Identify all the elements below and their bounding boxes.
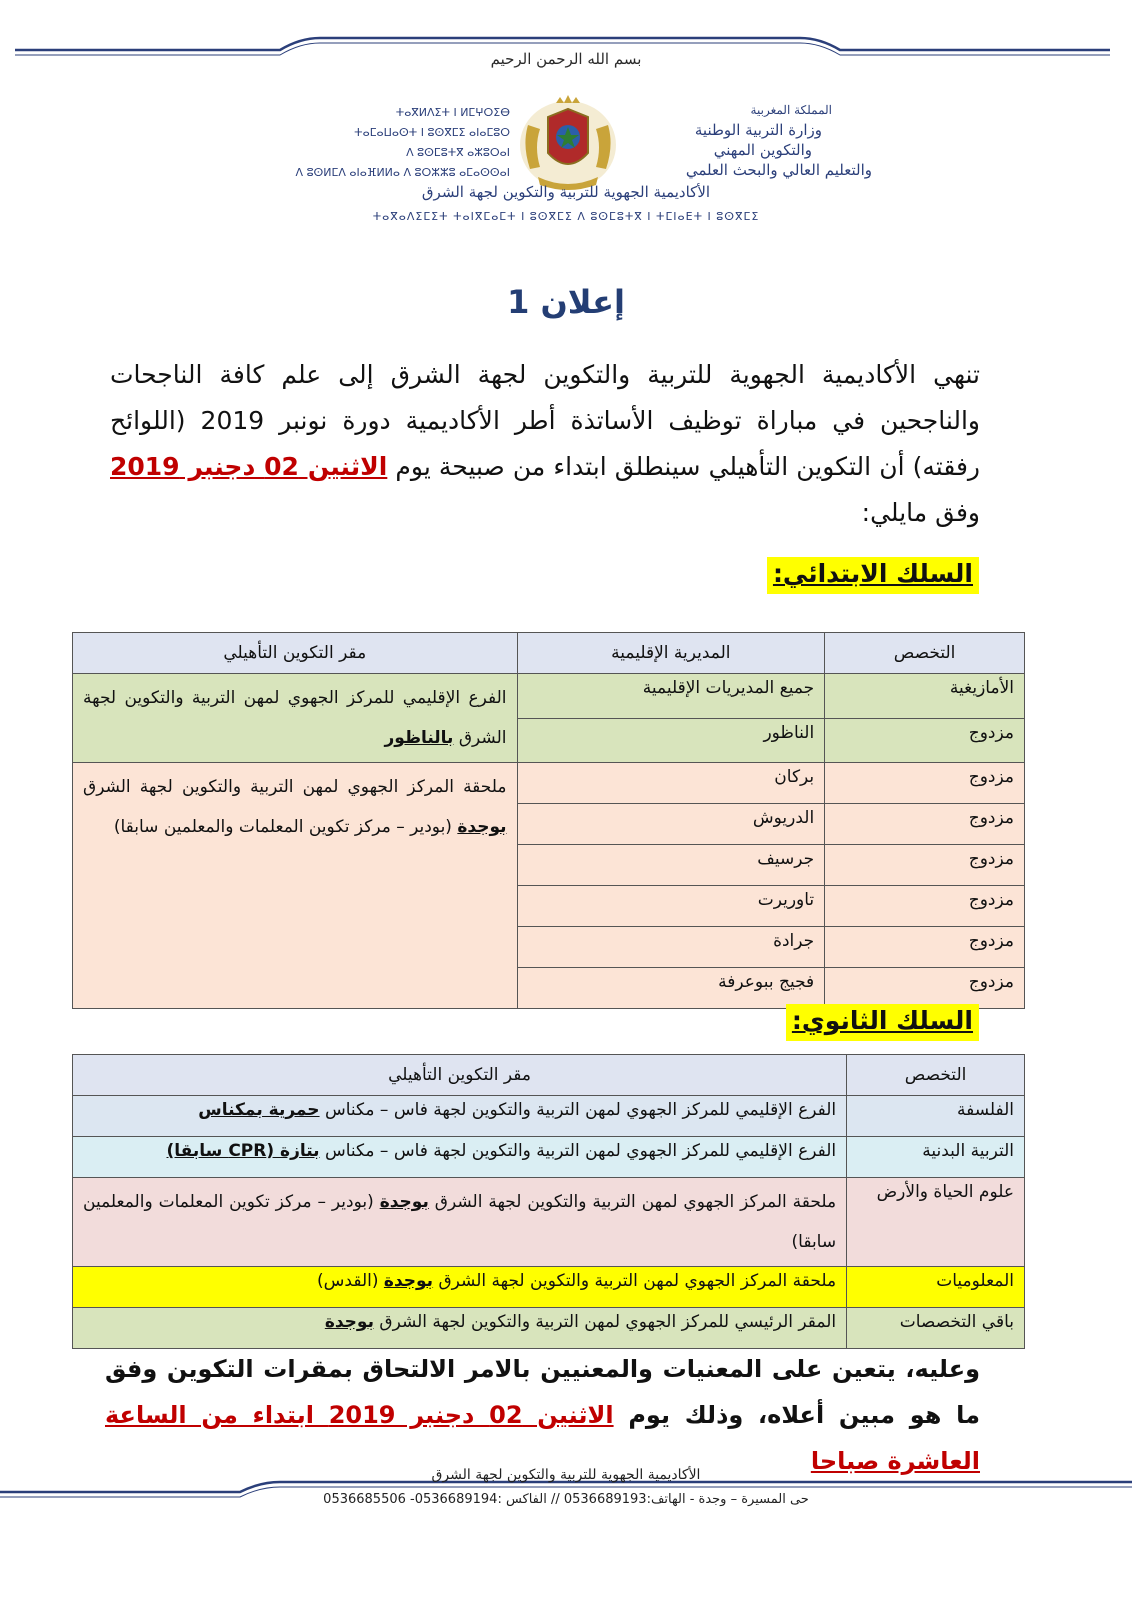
ministry-line: وزارة التربية الوطنية <box>694 121 822 139</box>
secondary-section-label: السلك الثانوي: <box>786 1004 979 1041</box>
site-text: ملحقة المركز الجهوي لمهن التربية والتكوين لجهة الشرق <box>428 1192 837 1212</box>
training-site-cell <box>73 763 518 1009</box>
directorate-cell: بركان <box>517 763 825 804</box>
specialty-cell: مزدوج <box>825 718 1025 763</box>
closing-date-highlight: الاثنين 02 دجنبر 2019 ابتداء من الساعة العاشرة صباحا <box>105 1401 980 1475</box>
table-header-row <box>73 1055 1025 1096</box>
site-city: بوجدة <box>383 1271 434 1291</box>
site-city: بوجدة <box>379 1192 429 1212</box>
secondary-table <box>72 1054 1025 1349</box>
ministry-name-arabic <box>642 100 872 180</box>
directorate-cell: جميع المديريات الإقليمية <box>517 674 825 719</box>
training-site-cell <box>73 1137 847 1178</box>
training-site-cell <box>73 1178 847 1267</box>
primary-table <box>72 632 1025 1009</box>
academy-name-arabic: الأكاديمية الجهوية للتربية والتكوين لجهة الشرق <box>421 183 711 201</box>
basmala: بسم الله الرحمن الرحيم <box>490 50 642 68</box>
ministry-tf-line: ⵜⴰⵎⴰⵡⴰⵙⵜ ⵏ ⵓⵙⴳⵎⵉ ⴰⵏⴰⵎⵓⵔ <box>354 126 510 139</box>
specialty-cell: باقي التخصصات <box>847 1308 1025 1349</box>
ministry-name-tifinagh <box>250 103 510 183</box>
intro-paragraph <box>110 352 980 536</box>
directorate-cell: فجيج ببوعرفة <box>517 968 825 1009</box>
column-header: التخصص <box>847 1055 1025 1096</box>
ministry-tf-line: ⵜⴰⴳⵍⴷⵉⵜ ⵏ ⵍⵎⵖⵔⵉⴱ <box>395 106 510 119</box>
directorate-cell: الناظور <box>517 718 825 763</box>
intro-text: تنهي الأكاديمية الجهوية للتربية والتكوين لجهة الشرق إلى علم كافة الناجحات والناجحين في مباراة توظيف الأساتذة أطر الأكاديمية دورة نونبر 2019 (اللوائح رفقته) أن التكوين التأهيلي سينطلق ابتداء من صبيحة يوم <box>110 360 981 481</box>
footer-contact: حى المسيرة – وجدة - الهاتف:0536689193 // الفاكس :0536689194- 0536685506 <box>323 1492 809 1507</box>
specialty-cell: مزدوج <box>825 763 1025 804</box>
closing-paragraph <box>105 1346 980 1484</box>
column-header: مقر التكوين التأهيلي <box>73 633 518 674</box>
column-header: التخصص <box>825 633 1025 674</box>
specialty-cell: المعلوميات <box>847 1267 1025 1308</box>
closing-text: وعليه، يتعين على المعنيات والمعنيين بالامر الالتحاق بمقرات التكوين وفق ما هو مبين أعلاه، وذلك يوم <box>105 1355 980 1429</box>
directorate-cell: الدريوش <box>517 804 825 845</box>
table-row <box>73 674 1025 719</box>
site-text: الفرع الإقليمي للمركز الجهوي لمهن التربية والتكوين لجهة الشرق <box>83 688 507 748</box>
specialty-cell: مزدوج <box>825 968 1025 1009</box>
training-site-cell <box>73 1267 847 1308</box>
specialty-cell: الأمازيغية <box>825 674 1025 719</box>
table-row <box>73 1178 1025 1267</box>
ministry-line: المملكة المغربية <box>750 103 832 117</box>
site-text: الفرع الإقليمي للمركز الجهوي لمهن التربية والتكوين لجهة فاس – مكناس <box>319 1141 837 1161</box>
table-row <box>73 1096 1025 1137</box>
intro-text-end: وفق مايلي: <box>861 498 980 527</box>
site-text: ملحقة المركز الجهوي لمهن التربية والتكوين لجهة الشرق <box>433 1271 837 1291</box>
site-city: بوجدة <box>457 817 507 837</box>
site-text-tail: (بودير – مركز تكوين المعلمات والمعلمين سابقا) <box>83 1192 837 1252</box>
site-city: بوجدة <box>324 1312 374 1332</box>
site-text: ملحقة المركز الجهوي لمهن التربية والتكوين لجهة الشرق <box>83 777 507 797</box>
specialty-cell: مزدوج <box>825 845 1025 886</box>
site-city: بالناظور <box>384 728 454 748</box>
directorate-cell: جرادة <box>517 927 825 968</box>
column-header: مقر التكوين التأهيلي <box>73 1055 847 1096</box>
specialty-cell: علوم الحياة والأرض <box>847 1178 1025 1267</box>
directorate-cell: جرسيف <box>517 845 825 886</box>
site-text: الفرع الإقليمي للمركز الجهوي لمهن التربية والتكوين لجهة فاس – مكناس <box>319 1100 837 1120</box>
site-text-tail: (القدس) <box>317 1271 384 1291</box>
specialty-cell: الفلسفة <box>847 1096 1025 1137</box>
specialty-cell: مزدوج <box>825 804 1025 845</box>
training-site-cell <box>73 1096 847 1137</box>
specialty-cell: مزدوج <box>825 927 1025 968</box>
table-row <box>73 1137 1025 1178</box>
specialty-cell: مزدوج <box>825 886 1025 927</box>
announcement-title: إعلان 1 <box>507 283 625 321</box>
footer-academy-name: الأكاديمية الجهوية للتربية والتكوين لجهة الشرق <box>431 1467 701 1483</box>
site-city: بتازة (CPR سابقا) <box>166 1141 320 1161</box>
academy-name-tifinagh: ⵜⴰⴳⴰⴷⵉⵎⵉⵜ ⵜⴰⵏⴳⵎⴰⵎⵜ ⵏ ⵓⵙⴳⵎⵉ ⴷ ⵓⵙⵎⵓⵜⴳ ⵏ ⵜⵎⵏⴰⴹⵜ ⵏ ⵓⵙⴳⵎⵉ <box>372 210 760 223</box>
table-header-row <box>73 633 1025 674</box>
start-date-highlight: الاثنين 02 دجنبر 2019 <box>110 452 388 481</box>
ministry-tf-line: ⴷ ⵓⵙⵍⵎⴷ ⴰⵏⴰⴼⵍⵍⴰ ⴷ ⵓⵔⵣⵣⵓ ⴰⵎⴰⵙⵙⴰⵏ <box>295 166 510 179</box>
table-row <box>73 763 1025 804</box>
primary-section-label: السلك الابتدائي: <box>767 557 979 594</box>
site-city: حمرية بمكناس <box>198 1100 320 1120</box>
ministry-tf-line: ⴷ ⵓⵙⵎⵓⵜⴳ ⴰⵣⵓⵔⴰⵏ <box>406 146 510 159</box>
site-text: المقر الرئيسي للمركز الجهوي لمهن التربية والتكوين لجهة الشرق <box>373 1312 837 1332</box>
ministry-line: والتكوين المهني <box>713 141 812 159</box>
coat-of-arms-icon <box>508 95 628 195</box>
directorate-cell: تاوريرت <box>517 886 825 927</box>
site-text-tail: (بودير – مركز تكوين المعلمات والمعلمين سابقا) <box>113 817 458 837</box>
table-row <box>73 1267 1025 1308</box>
ministry-line: والتعليم العالي والبحث العلمي <box>685 161 872 179</box>
table-row <box>73 1308 1025 1349</box>
training-site-cell <box>73 674 518 763</box>
specialty-cell: التربية البدنية <box>847 1137 1025 1178</box>
column-header: المديرية الإقليمية <box>517 633 825 674</box>
training-site-cell <box>73 1308 847 1349</box>
